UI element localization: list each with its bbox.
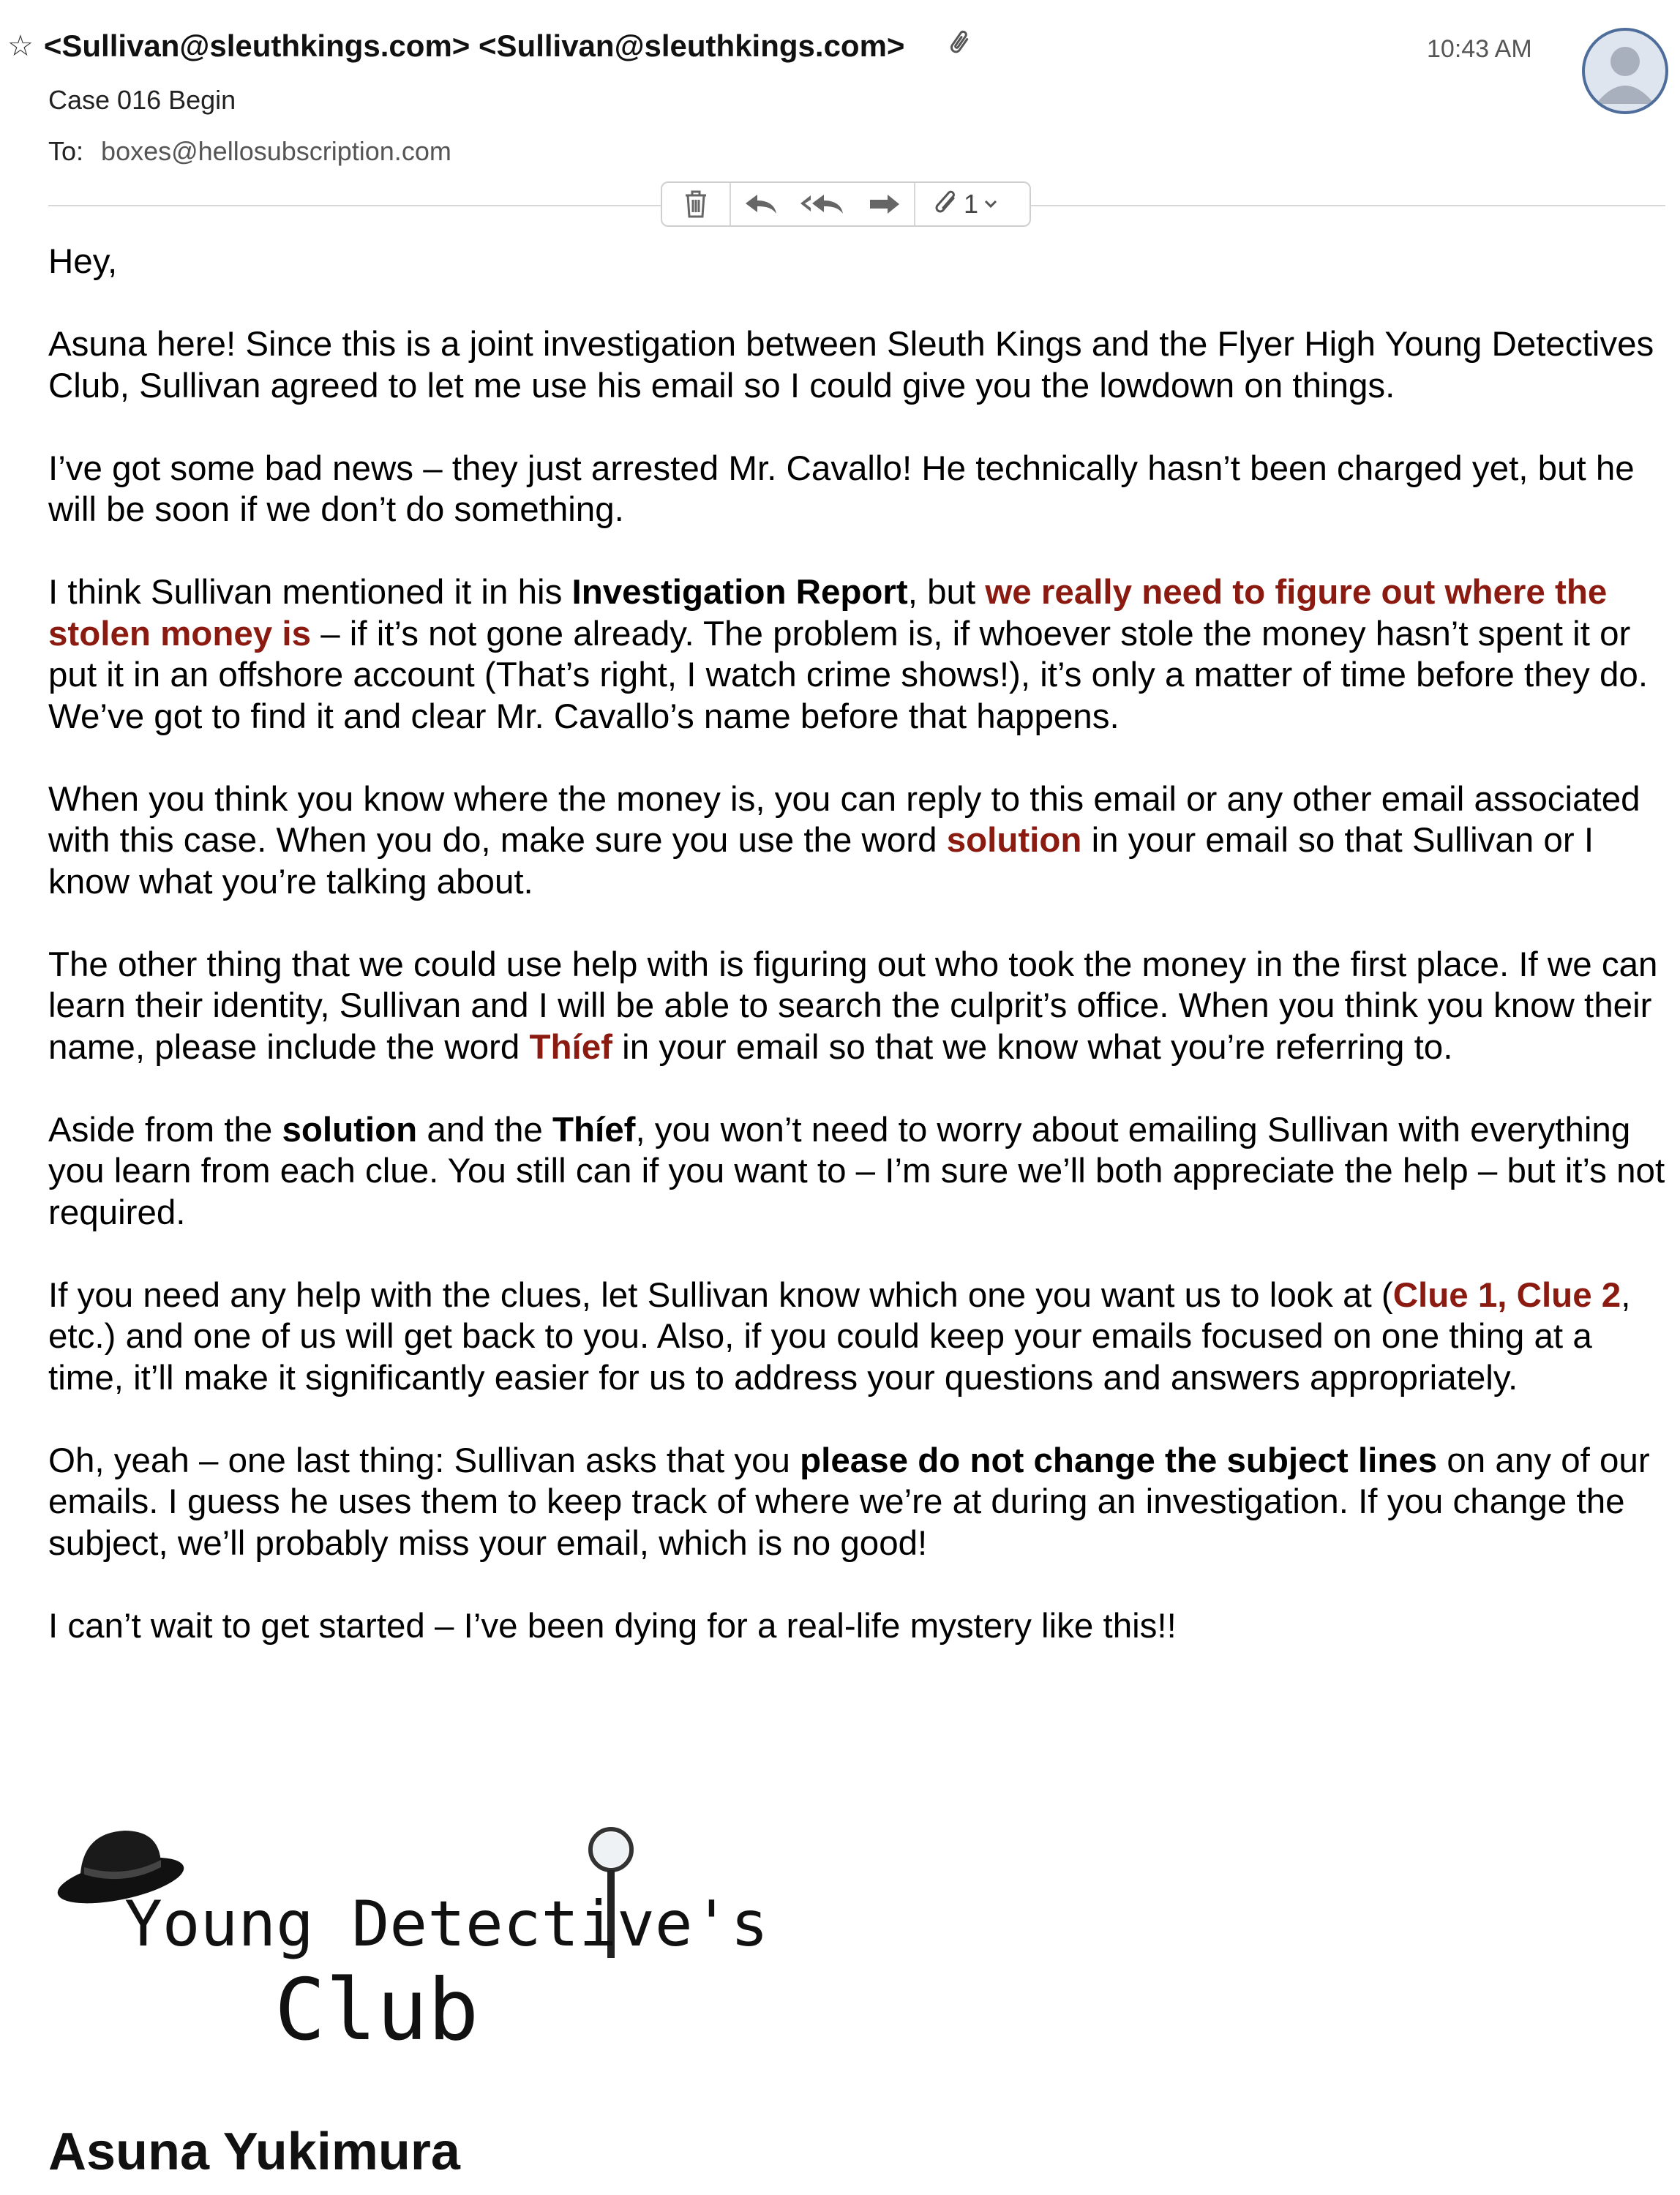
reply-button[interactable]	[731, 183, 790, 225]
young-detectives-club-logo	[51, 1815, 769, 2060]
attachment-indicator-icon	[939, 25, 978, 67]
sender-address[interactable]: <Sullivan@sleuthkings.com> <Sullivan@sleuthkings.com>	[43, 29, 905, 63]
logo-text-line1: Young Detective's	[124, 1888, 769, 1961]
logo-text-line2: Club	[274, 1961, 479, 2060]
reply-all-icon	[799, 192, 846, 217]
reply-all-button[interactable]	[790, 183, 855, 225]
paragraph-closing: I can’t wait to get started – I’ve been dying for a real-life mystery like this!!	[48, 1606, 1177, 1646]
subject-lines-warning: please do not change the subject lines	[800, 1441, 1438, 1480]
greeting: Hey,	[48, 242, 118, 281]
sender-line	[7, 28, 969, 64]
highlight-thief: Thíef	[529, 1027, 612, 1067]
delete-button[interactable]	[662, 183, 730, 225]
message-toolbar	[661, 181, 1031, 227]
attachment-count: 1	[963, 189, 979, 219]
paragraph-arrest: I’ve got some bad news – they just arrested Mr. Cavallo! He technically hasn’t been charged yet, but he will be soon if we don’t do something.	[48, 449, 1635, 529]
paragraph-solution: When you think you know where the money is, you can reply to this email or any other email associated with this case. When you do, make sure you use the word solution in your email so that Sullivan or I know what you’re talking about.	[48, 779, 1640, 901]
chevron-down-icon	[983, 198, 999, 210]
paragraph-subject-lines: Oh, yeah – one last thing: Sullivan asks that you please do not change the subject lines on any of our emails. I guess he uses them to keep track of where we’re at during an investigation. If you change the subject, we’ll probably miss your email, which is no good!	[48, 1441, 1650, 1563]
star-icon[interactable]: ☆	[7, 30, 34, 62]
person-icon	[1585, 31, 1665, 111]
signature-name: Asuna Yukimura	[48, 2123, 460, 2181]
paragraph-clues: If you need any help with the clues, let Sullivan know which one you want us to look at (Clue 1, Clue 2, etc.) and one of us will get back to you. Also, if you could keep your emails focused on one thing at a time, it’ll make it significantly easier for us to address your questions and answers appropriately.	[48, 1275, 1631, 1397]
to-label: To:	[48, 136, 84, 166]
forward-button[interactable]	[855, 183, 914, 225]
recipient-address[interactable]: boxes@hellosubscription.com	[101, 136, 451, 166]
email-body	[48, 241, 1665, 1689]
attachments-button[interactable]	[915, 183, 1018, 225]
received-time: 10:43 AM	[1427, 35, 1532, 63]
paragraph-intro: Asuna here! Since this is a joint investigation between Sleuth Kings and the Flyer High Young Detectives Club, Sullivan agreed to let me use his email so I could give you the lowdown on things.	[48, 325, 1654, 405]
highlight-clues: Clue 1, Clue 2	[1392, 1275, 1621, 1315]
email-subject: Case 016 Begin	[48, 85, 236, 115]
forward-icon	[867, 192, 902, 217]
paperclip-icon	[934, 190, 959, 219]
trash-icon	[683, 189, 709, 220]
paragraph-money: I think Sullivan mentioned it in his Investigation Report, but we really need to figure out where the stolen money is – if it’s not gone already. The problem is, if whoever stole the money hasn’t spent it or put it in an offshore account (That’s right, I watch crime shows!), it’s only a matter of time before they do. We’ve got to find it and clear Mr. Cavallo’s name before that happens.	[48, 573, 1649, 736]
paragraph-thief: The other thing that we could use help with is figuring out who took the money in the first place. If we can learn their identity, Sullivan and I will be able to search the culprit’s office. When you think you know their name, please include the word Thíef in your email so that we know what you’re referring to.	[48, 945, 1658, 1067]
investigation-report-text: Investigation Report	[571, 573, 908, 612]
paragraph-aside: Aside from the solution and the Thíef, you won’t need to worry about emailing Sullivan with everything you learn from each clue. You still can if you want to – I’m sure we’ll both appreciate the help – but it’s not required.	[48, 1110, 1665, 1232]
highlight-stolen-money: we really need to figure out where the stolen money is	[48, 573, 1608, 653]
reply-icon	[743, 192, 778, 217]
avatar[interactable]	[1582, 28, 1668, 114]
highlight-solution: solution	[946, 821, 1082, 860]
recipient-line	[48, 136, 451, 167]
